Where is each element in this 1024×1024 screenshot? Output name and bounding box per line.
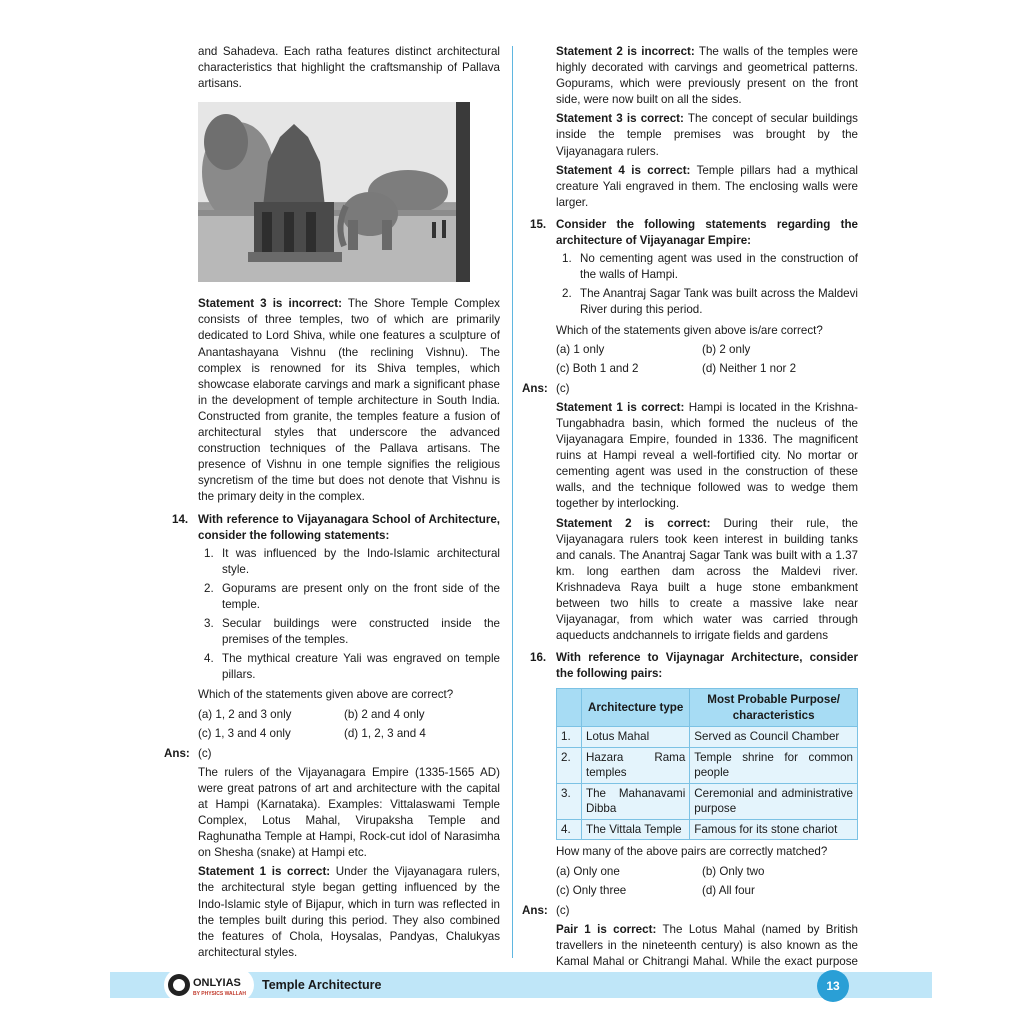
option-b: (b) Only two: [702, 864, 765, 878]
column-divider: [512, 46, 513, 958]
pairs-table: [556, 688, 858, 840]
option-d: (d) All four: [702, 883, 755, 897]
logo-icon: [164, 968, 254, 1002]
list-item: 2. Gopurams are present only on the front side of the temple.: [204, 581, 500, 611]
table-row: 3. The Mahanavami Dibba Ceremonial and administrative purpose: [557, 783, 858, 819]
question-15-options: [556, 342, 858, 377]
question-16-options: [556, 864, 858, 899]
option-b: (b) 2 and 4 only: [344, 707, 425, 721]
q15-statement-1-explanation: Statement 1 is correct: Hampi is located in the Krishna-Tungabhadra basin, which formed the nucleus of the Vijayanagara Empire, founded in 1336. The magnificent ruins at Hampi reveal a well-fortified city. No mortar or cementing agent was used in the construction of these walls, and the technique followed was to wedge them together by interlocking.: [556, 400, 858, 511]
left-column: [164, 44, 500, 964]
q15-statement-2-explanation: Statement 2 is correct: During their rule, the Vijayanagara rulers took keen interest in building tanks and canals. The Anantraj Sagar Tank was built with a 1.37 km. long earthen dam across the Maldevi river. Krishnadeva Raya built a huge stone embankment between two hills to create a massive lake near Vijayanagar, from which water was carried through aqueducts andchannels to irrigate fields and gardens: [556, 516, 858, 643]
svg-text:BY PHYSICS WALLAH: BY PHYSICS WALLAH: [193, 991, 246, 997]
table-header-number: [557, 689, 582, 727]
list-item: 4. The mythical creature Yali was engraved on temple pillars.: [204, 652, 500, 682]
table-row: 1. Lotus Mahal Served as Council Chamber: [557, 727, 858, 748]
option-c: (c) 1, 3 and 4 only: [198, 726, 291, 740]
table-header-row: [557, 689, 858, 727]
question-15-prompt: Which of the statements given above is/are correct?: [556, 323, 823, 337]
statement-3-explanation: Statement 3 is incorrect: The Shore Temple Complex consists of three temples, two of which are primarily dedicated to Lord Shiva, while one features a sculpture of Anantashayana Vishnu (the reclining Vishnu). The complex is renowned for its Shiva temples, which showcase elaborate carvings and mark a significant phase in the development of temple architecture in South India. Constructed from granite, the temples feature a fusion of architectural styles that underscore the advanced construction techniques of the Pallava artisans. The presence of Vishnu in one temple signifies the religious syncretism of the time but does not denote that Vishnu is the primary deity in the complex.: [198, 297, 500, 504]
ratha-temple-image: [198, 102, 470, 282]
question-14-options: [198, 707, 500, 742]
option-b: (b) 2 only: [702, 342, 751, 356]
option-a: (a) Only one: [556, 864, 620, 878]
list-item: 2. The Anantraj Sagar Tank was built across the Maldevi River during this period.: [562, 287, 858, 317]
question-15-answer: Ans: (c): [522, 381, 570, 395]
footer-chapter-title: Temple Architecture: [262, 978, 382, 992]
question-14-statements: [198, 546, 500, 684]
option-d: (d) Neither 1 nor 2: [702, 361, 797, 375]
svg-text:ONLYIAS: ONLYIAS: [193, 977, 241, 989]
question-14-answer: Ans: (c): [164, 746, 212, 760]
question-15: 15. Consider the following statements regarding the architecture of Vijayanagar Empire:: [530, 217, 858, 248]
right-column: [522, 44, 858, 989]
question-14-explanation: The rulers of the Vijayanagara Empire (1335-1565 AD) were great patrons of art and architecture with the capital at Hampi (Karnataka). Examples: Vittalaswami Temple Complex, Lotus Mahal, Virupaksha Temple and Raghunatha Temple at Hampi, Rock-cut idol of Narasimha on Shesha (snake) at Hampi etc.: [198, 765, 500, 860]
question-14: 14. With reference to Vijayanagara School of Architecture, consider the following statements:: [172, 512, 500, 542]
option-c: (c) Only three: [556, 883, 627, 897]
q16-pair-1-explanation: Pair 1 is correct: The Lotus Mahal (named by British travellers in the nineteenth century) is also known as the Kamal Mahal or Chitrangi Mahal. While the exact purpose: [556, 922, 858, 969]
question-15-statements: [556, 251, 858, 318]
q14-statement-3-explanation: Statement 3 is correct: The concept of secular buildings inside the temple premises was brought by the Vijayanagara rulers.: [556, 112, 858, 158]
ratha-photo: [198, 102, 470, 282]
question-16: 16. With reference to Vijaynagar Architecture, consider the following pairs:: [530, 651, 858, 681]
option-c: (c) Both 1 and 2: [556, 361, 639, 375]
q14-statement-4-explanation: Statement 4 is correct: Temple pillars had a mythical creature Yali engraved in them. The enclosing walls were larger.: [556, 163, 858, 209]
q14-statement-2-explanation: Statement 2 is incorrect: The walls of the temples were highly decorated with carvings and geometrical patterns. Gopurams, which were previously present on the front side, were now built on all the sides.: [556, 45, 858, 107]
table-row: 2. Hazara Rama temples Temple shrine for common people: [557, 747, 858, 783]
page-number: 13: [817, 970, 849, 1002]
list-item: 1. It was influenced by the Indo-Islamic architectural style.: [204, 546, 500, 576]
table-header-type: Architecture type: [582, 689, 690, 727]
question-16-answer: Ans: (c): [522, 903, 570, 917]
option-a: (a) 1, 2 and 3 only: [198, 707, 292, 721]
list-item: 1. No cementing agent was used in the construction of the walls of Hampi.: [562, 252, 858, 282]
question-16-prompt: How many of the above pairs are correctly matched?: [556, 845, 828, 859]
list-item: 3. Secular buildings were constructed inside the premises of the temples.: [204, 617, 500, 647]
table-row: 4. The Vittala Temple Famous for its stone chariot: [557, 819, 858, 840]
option-d: (d) 1, 2, 3 and 4: [344, 726, 426, 740]
option-a: (a) 1 only: [556, 342, 605, 356]
table-header-purpose: Most Probable Purpose/ characteristics: [690, 689, 858, 727]
onlyias-logo: [164, 968, 254, 1002]
question-14-prompt: Which of the statements given above are correct?: [198, 688, 454, 702]
q14-statement-1-explanation: Statement 1 is correct: Under the Vijayanagara rulers, the architectural style began getting influenced by the Indo-Islamic style of Bijapur, which in turn was reflected in the temples built during this period. They also combined the features of Chola, Hoysalas, Pandyas, Chalukyas architectural styles.: [198, 865, 500, 959]
intro-paragraph: and Sahadeva. Each ratha features distinct architectural characteristics that highlight the craftsmanship of Pallava artisans.: [198, 45, 500, 91]
